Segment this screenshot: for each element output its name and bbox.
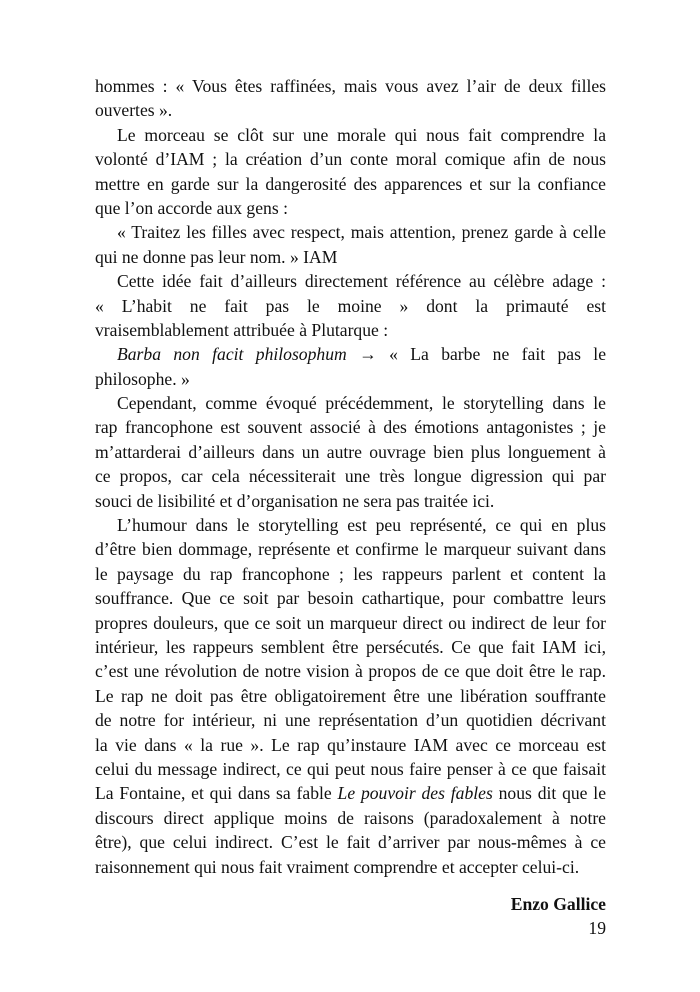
text-line: être), que celui indirect. C’est le fait d’arriver par nous-mêmes à ce xyxy=(95,832,606,853)
text-line: le paysage du rap francophone ; les rappeurs parlent et content la xyxy=(95,563,606,584)
paragraph xyxy=(95,513,606,879)
text-line: « Traitez les filles avec respect, mais attention, prenez garde à celle xyxy=(117,222,606,243)
text-line: d’être bien dommage, représente et confirme le marqueur suivant dans xyxy=(95,539,606,560)
paragraph xyxy=(95,74,606,123)
text-line: c’est une révolution de notre vision à propos de ce que doit être le rap. xyxy=(95,661,606,682)
text-line: propres douleurs, que ce soit un marqueur direct ou indirect de leur for xyxy=(95,612,606,633)
text-line: ouvertes ». xyxy=(95,100,173,121)
latin-quote xyxy=(95,342,606,391)
text-line: hommes : « Vous êtes raffinées, mais vous avez l’air de deux filles xyxy=(95,76,606,96)
text-line: que l’on accorde aux gens : xyxy=(95,197,288,218)
text-line xyxy=(95,781,606,805)
text-line: « L’habit ne fait pas le moine » dont la primauté est xyxy=(95,295,606,316)
text-line: celui du message indirect, ce qui peut nous faire penser à ce que faisait xyxy=(95,758,606,779)
text-line: ce propos, car cela nécessiterait une très longue digression qui par xyxy=(95,466,606,487)
paragraph xyxy=(95,123,606,221)
text-line: qui ne donne pas leur nom. » IAM xyxy=(95,246,338,267)
text-line: souffrance. Que ce soit par besoin cathartique, pour combattre leurs xyxy=(95,588,606,609)
text-line: de notre for intérieur, ni une représentation d’un quotidien décrivant xyxy=(95,710,606,731)
text-line: vraisemblablement attribuée à Plutarque : xyxy=(95,319,389,340)
text-line: discours direct applique moins de raisons (paradoxalement à notre xyxy=(95,807,606,828)
text-line: Le morceau se clôt sur une morale qui nous fait comprendre la xyxy=(117,124,606,145)
text-line: volonté d’IAM ; la création d’un conte moral comique afin de nous xyxy=(95,149,606,170)
paragraph xyxy=(95,269,606,342)
page-number: 19 xyxy=(588,918,606,938)
latin-phrase: Barba non facit philosophum xyxy=(117,344,347,365)
text-line: Cette idée fait d’ailleurs directement référence au célèbre adage : xyxy=(117,271,606,292)
fable-title: Le pouvoir des fables xyxy=(337,783,493,804)
text-line: raisonnement qui nous fait vraiment comprendre et accepter celui-ci. xyxy=(95,856,580,877)
text-line: rap francophone est souvent associé à des émotions antagonistes ; je xyxy=(95,417,606,438)
text-line: mettre en garde sur la dangerosité des apparences et sur la confiance xyxy=(95,173,606,194)
translation-start: → « La barbe ne fait pas le xyxy=(346,344,607,365)
text-line: intérieur, les rappeurs semblent être persécutés. Ce que fait IAM ici, xyxy=(95,636,606,657)
line-segment: La Fontaine, et qui dans sa fable xyxy=(95,783,338,804)
text-line: la vie dans « la rue ». Le rap qu’instaure IAM avec ce morceau est xyxy=(95,734,606,755)
text-line: Le rap ne doit pas être obligatoirement être une libération souffrante xyxy=(95,685,606,706)
text-line xyxy=(95,342,606,366)
text-line: souci de lisibilité et d’organisation ne sera pas traitée ici. xyxy=(95,490,495,511)
text-line: m’attarderai d’ailleurs dans un autre ouvrage bien plus longuement à xyxy=(95,441,606,462)
body-text xyxy=(95,74,606,879)
paragraph xyxy=(95,391,606,513)
line-segment: nous dit que le xyxy=(492,783,607,804)
text-line: L’humour dans le storytelling est peu représenté, ce qui en plus xyxy=(117,515,606,536)
quote xyxy=(95,220,606,269)
author-name: Enzo Gallice xyxy=(510,894,606,914)
text-line: philosophe. » xyxy=(95,368,190,389)
text-line: Cependant, comme évoqué précédemment, le storytelling dans le xyxy=(117,393,606,414)
